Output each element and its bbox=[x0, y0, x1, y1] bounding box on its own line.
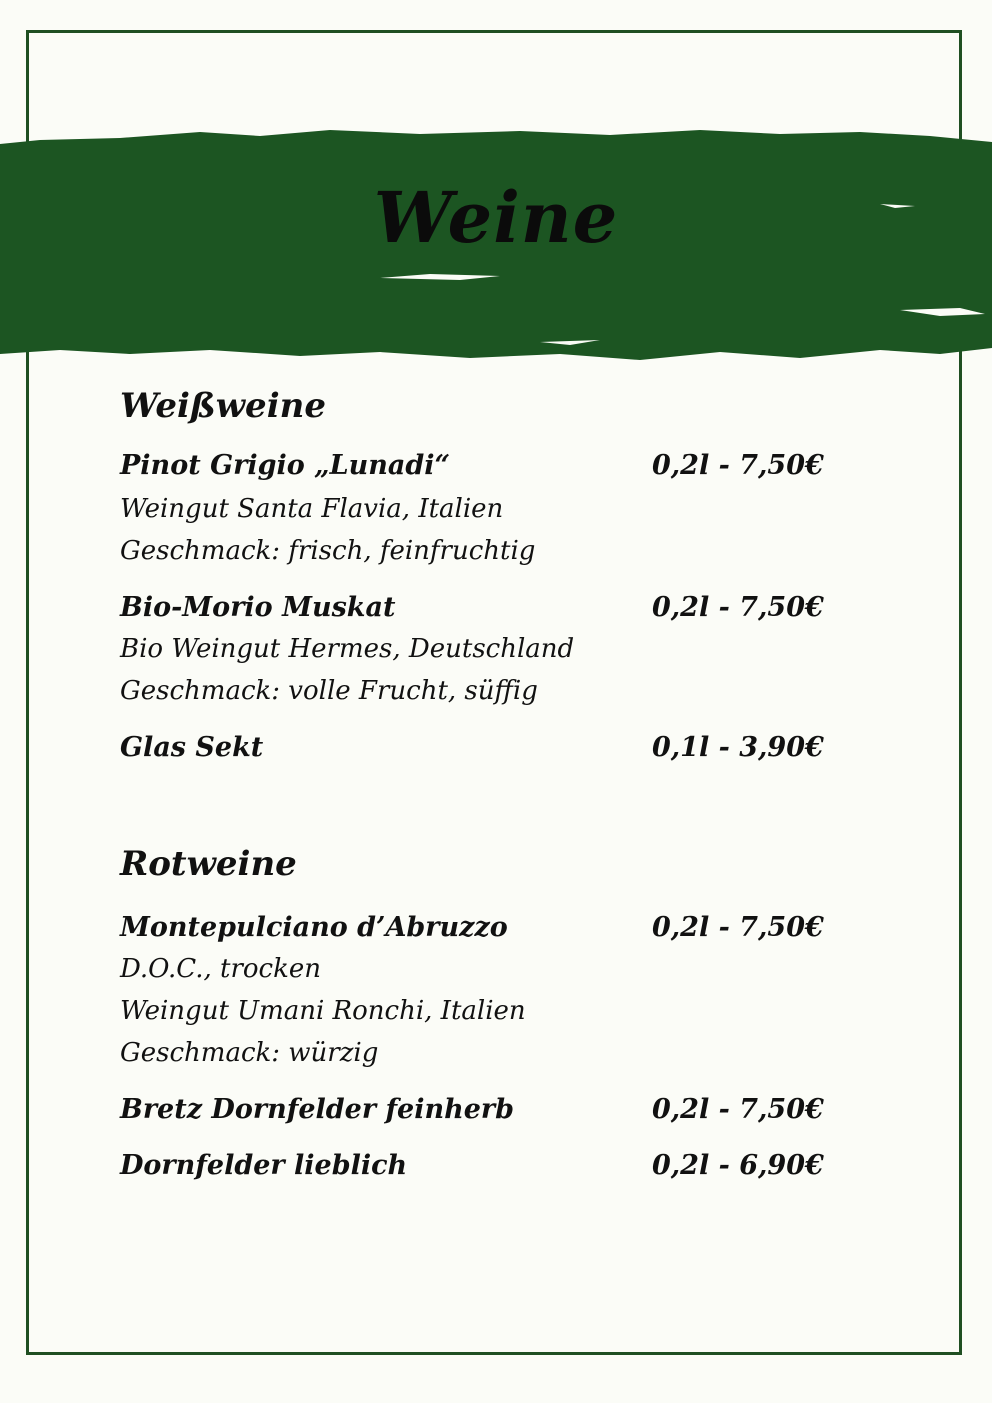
page-title: Weine bbox=[373, 176, 619, 259]
item-name: Bretz Dornfelder feinherb bbox=[120, 1094, 515, 1125]
section-title-rotweine: Rotweine bbox=[120, 844, 297, 884]
item-price: 0,2l - 7,50€ bbox=[652, 592, 824, 623]
item-price: 0,2l - 7,50€ bbox=[652, 450, 824, 481]
item-detail: Bio Weingut Hermes, Deutschland bbox=[120, 634, 575, 664]
item-name: Dornfelder lieblich bbox=[120, 1150, 408, 1181]
item-name: Bio-Morio Muskat bbox=[120, 592, 396, 623]
item-name: Pinot Grigio „Lunadi“ bbox=[120, 450, 451, 481]
item-detail: Weingut Umani Ronchi, Italien bbox=[120, 996, 526, 1026]
item-name: Glas Sekt bbox=[120, 732, 264, 763]
item-price: 0,1l - 3,90€ bbox=[652, 732, 824, 763]
item-detail: Weingut Santa Flavia, Italien bbox=[120, 494, 504, 524]
item-detail: Geschmack: volle Frucht, süffig bbox=[120, 676, 538, 706]
item-price: 0,2l - 7,50€ bbox=[652, 1094, 824, 1125]
item-price: 0,2l - 6,90€ bbox=[652, 1150, 824, 1181]
item-detail: D.O.C., trocken bbox=[120, 954, 321, 984]
item-name: Montepulciano d’Abruzzo bbox=[120, 912, 508, 943]
section-title-weissweine: Weißweine bbox=[120, 386, 326, 426]
item-detail: Geschmack: frisch, feinfruchtig bbox=[120, 536, 536, 566]
item-price: 0,2l - 7,50€ bbox=[652, 912, 824, 943]
item-detail: Geschmack: würzig bbox=[120, 1038, 379, 1068]
